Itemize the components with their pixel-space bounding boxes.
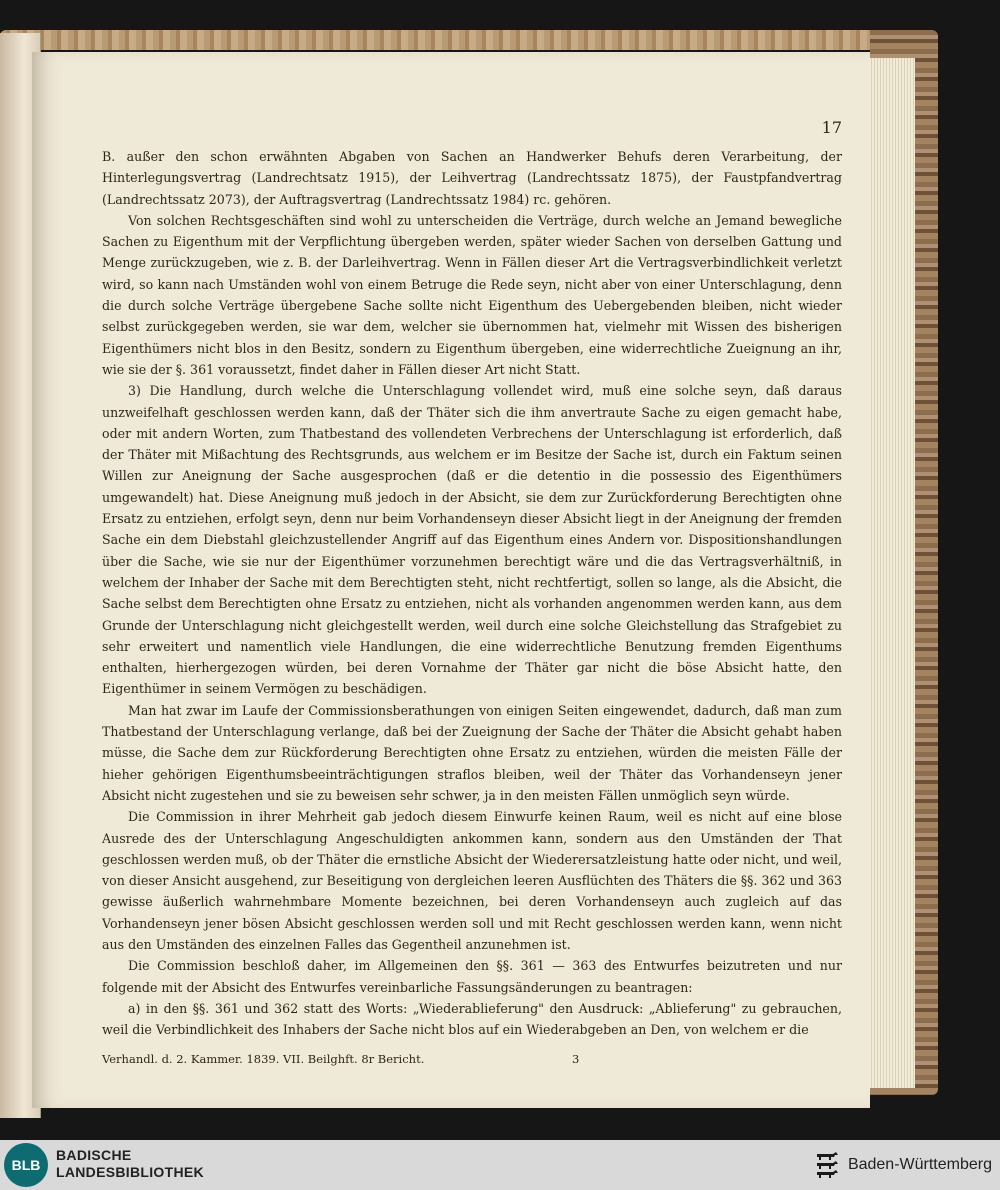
body-text [102,146,842,1040]
page-footer [102,1052,842,1070]
document-page [32,52,870,1108]
paragraph: 3) Die Handlung, durch welche die Unterschlagung vollendet wird, muß eine solche seyn, daß daraus unzweifelhaft geschlossen werden kann, daß der Thäter sich die ihm anvertraute Sache zu eigen gemacht habe, oder mit andern Worten, zum Thatbestand des vollendeten Verbrechens der Unterschlagung ist erforderlich, daß der Thäter mit Mißachtung des Rechtsgrunds, aus welchem er im Besitze der Sache ist, durch ein Faktum seinen Willen zur Aneignung der Sache ausgesprochen (daß er die detentio in die possessio des Eigenthümers umgewandelt) hat. Diese Aneignung muß jedoch in der Absicht, sie dem zur Zurückforderung Berechtigten ohne Ersatz zu entziehen, erfolgt seyn, denn nur beim Vorhandenseyn dieser Absicht liegt in der Aneignung der fremden Sache ein dem Diebstahl gleichzustellender Angriff auf das Eigenthum eines Andern vor. Dispositionshandlungen über die Sache, wie sie nur der Eigenthümer vorzunehmen berechtigt wäre und die das Vertragsverhältniß, in welchem der Inhaber der Sache mit dem Berechtigten steht, nicht rechtfertigt, sollen so lange, als die Absicht, die Sache selbst dem Berechtigten ohne Ersatz zu entziehen, nicht als vorhanden angenommen werden kann, aus dem Grunde der Unterschlagung nicht gleichgestellt werden, weil durch eine solche Gleichstellung das Strafgebiet zu sehr erweitert und namentlich viele Handlungen, die eine widerrechtliche Benutzung fremden Eigenthums enthalten, hierhergezogen würden, bei deren Vornahme der Thäter gar nicht die böse Absicht hatte, den Eigenthümer in seinem Vermögen zu beschädigen. [102,383,842,697]
paragraph: Von solchen Rechtsgeschäften sind wohl zu unterscheiden die Verträge, durch welche an Jemand bewegliche Sachen zu Eigenthum mit der Verpflichtung übergeben werden, später wieder Sachen von derselben Gattung und Menge zurückzugeben, wie z. B. der Darleihvertrag. Wenn in Fällen dieser Art die Vertragsverbindlichkeit verletzt wird, so kann nach Umständen wohl von einem Betruge die Rede seyn, nicht aber von einer Unterschlagung, denn die durch solche Verträge übergebene Sache sollte nicht Eigenthum des Uebergebenden bleiben, nicht wieder selbst zurückgegeben werden, sie war dem, welcher sie übernommen hat, vielmehr mit Wissen des bisherigen Eigenthümers nicht blos in den Besitz, sondern zu Eigenthum übergeben, eine widerrechtliche Zueignung an ihr, wie sie der §. 361 voraussetzt, findet daher in Fällen dieser Art nicht Statt. [102,212,842,377]
three-lions-icon [814,1150,842,1180]
footer-bar [0,1140,1000,1190]
paragraph: Man hat zwar im Laufe der Commissionsberathungen von einigen Seiten eingewendet, dadurch, daß man zum Thatbestand der Unterschlagung verlange, daß bei der Zueignung der Sache der Thäter die Absicht gehabt haben müsse, die Sache dem zur Rückforderung Berechtigten ohne Ersatz zu entziehen, würden die meisten Fälle der hieher gehörigen Eigenthumsbeeinträchtigungen straflos bleiben, weil der Thäter das Vorhandenseyn jener Absicht nicht zugestehen und sie zu beweisen sehr schwer, ja in den meisten Fällen unmöglich seyn würde. [102,702,842,803]
state-name: Baden-Württemberg [847,1156,992,1173]
book-cover-top [0,30,935,50]
footer-signature: 3 [572,1052,580,1066]
paragraph: Die Commission in ihrer Mehrheit gab jedoch diesem Einwurfe keinen Raum, weil es nicht auf eine blose Ausrede des der Unterschlagung Angeschuldigten ankommen kann, sondern aus den Umständen der That geschlossen werden muß, ob der Thäter die ernstliche Absicht der Wiederersatzleistung hatte oder nicht, und weil, von dieser Ansicht ausgehend, zur Beseitigung von dergleichen leeren Ausflüchten des Thäters die §§. 362 und 363 gewisse äußerlich wahrnehmbare Momente bezeichnen, bei deren Vorhandenseyn auch zugleich auf das Vorhandenseyn jener bösen Absicht geschlossen werden soll und mit Recht geschlossen werden kann, wenn nicht aus den Umständen des einzelnen Falles das Gegentheil anzunehmen ist. [102,809,842,952]
library-name-line2: LANDESBIBLIOTHEK [56,1164,204,1180]
page-number: 17 [821,118,842,137]
library-name[interactable] [56,1147,204,1181]
footer-reference: Verhandl. d. 2. Kammer. 1839. VII. Beilghft. 8r Bericht. [102,1052,425,1066]
blb-logo[interactable]: BLB [4,1143,48,1187]
paragraph: Die Commission beschloß daher, im Allgemeinen den §§. 361 — 363 des Entwurfes beizutreten und nur folgende mit der Absicht des Entwurfes vereinbarliche Fassungsänderungen zu beantragen: [102,958,842,995]
paragraph: B. außer den schon erwähnten Abgaben von Sachen an Handwerker Behufs deren Verarbeitung, der Hinterlegungsvertrag (Landrechtsatz 1915), der Leihvertrag (Landrechtssatz 1875), der Faustpfandvertrag (Landrechtssatz 2073), der Auftragsvertrag (Landrechtssatz 1984) rc. gehören. [102,149,842,207]
paragraph: a) in den §§. 361 und 362 statt des Worts: „Wiederablieferung" den Ausdruck: „Ablieferung" zu gebrauchen, weil die Verbindlichkeit des Inhabers der Sache nicht blos auf ein Wiederabgeben an Den, von welchem er die [102,1000,842,1038]
state-logo[interactable] [814,1150,992,1180]
library-name-line1: BADISCHE [56,1147,132,1163]
